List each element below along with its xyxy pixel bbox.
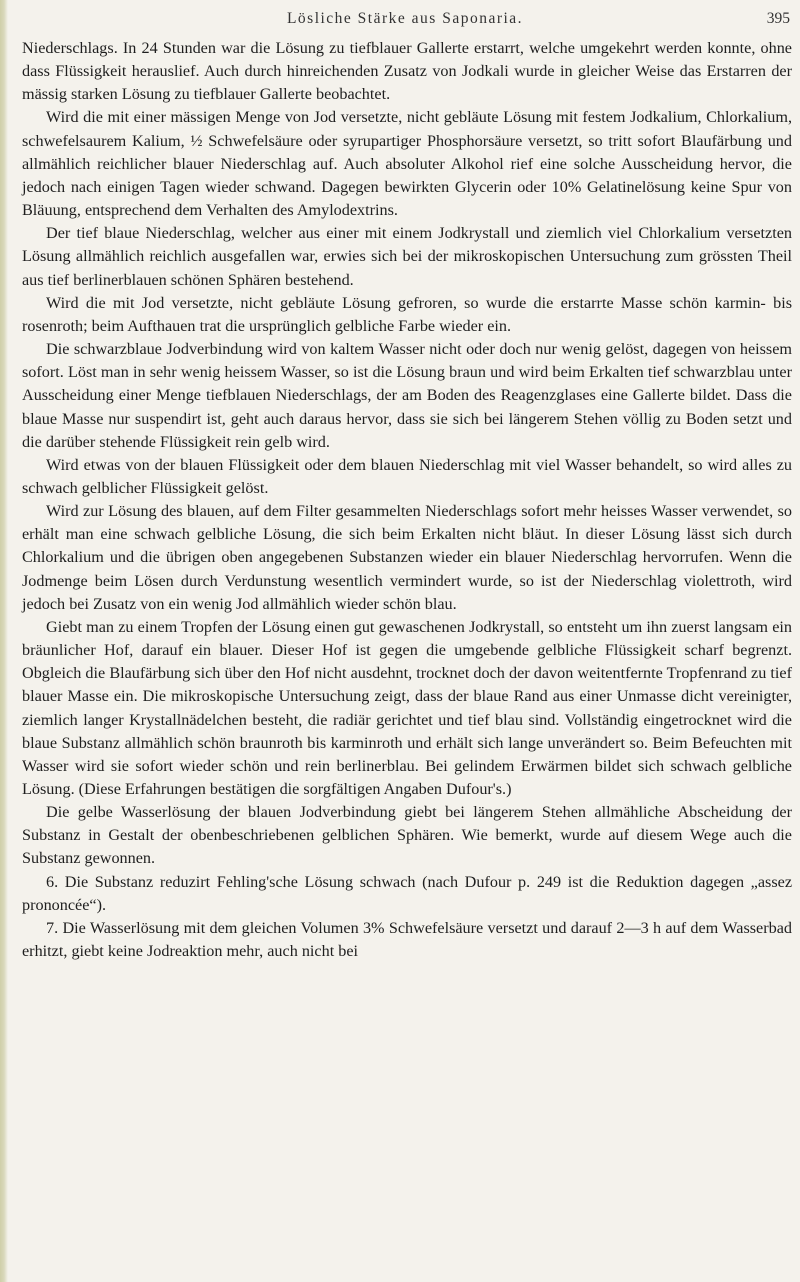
page-header [20, 10, 790, 34]
page-binding-edge [0, 0, 8, 1282]
paragraph-2: Wird die mit einer mässigen Menge von Jod versetzte, nicht gebläute Lösung mit festem Jodkalium, Chlorkalium, schwefelsaurem Kalium, ½ Schwefelsäure oder syrupartiger Phosphorsäure versetzt, so tritt sofort Blaufärbung und allmählich reichlicher blauer Niederschlag auf. Auch absoluter Alkohol rief eine solche Ausscheidung hervor, die jedoch nach einigen Tagen wieder schwand. Dagegen bewirkten Glycerin oder 10% Gelatinelösung keine Spur von Bläuung, entsprechend dem Verhalten des Amylodextrins. [22, 108, 792, 220]
body-text [22, 37, 792, 963]
paragraph-8: Giebt man zu einem Tropfen der Lösung einen gut gewaschenen Jodkrystall, so entsteht um ihn zuerst langsam ein bräunlicher Hof, darauf ein blauer. Dieser Hof ist gegen die umgebende gelbliche Flüssigkeit scharf begrenzt. Obgleich die Blaufärbung sich über den Hof nicht ausdehnt, trocknet doch der davon weitentfernte Tropfenrand zu tief blauer Masse ein. Die mikroskopische Untersuchung zeigt, dass der blaue Rand aus einer Unmasse dicht vereinigter, ziemlich langer Krystallnädelchen besteht, die radiär gerichtet und tief blau sind. Vollständig eingetrocknet wird die blaue Substanz allmählich schön braunroth bis karminroth und erhält sich lange unverändert so. Beim Befeuchten mit Wasser wird sie sofort wieder schön und rein berlinerblau. Bei gelindem Erwärmen bildet sich schwach gelbliche Lösung. (Diese Erfahrungen bestätigen die sorgfältigen Angaben Dufour's.) [22, 617, 792, 798]
paragraph-9: Die gelbe Wasserlösung der blauen Jodverbindung giebt bei längerem Stehen allmähliche Abscheidung der Substanz in Gestalt der obenbeschriebenen gelblichen Sphären. Wie bemerkt, wurde auf diesem Wege auch die Substanz gewonnen. [22, 803, 792, 868]
running-title: Lösliche Stärke aus Saponaria. [286, 10, 524, 27]
paragraph-6: Wird etwas von der blauen Flüssigkeit oder dem blauen Niederschlag mit viel Wasser behandelt, so wird alles zu schwach gelblicher Flüssigkeit gelöst. [22, 455, 792, 497]
page-number: 395 [766, 10, 790, 27]
numbered-item-7: 7. Die Wasserlösung mit dem gleichen Volumen 3% Schwefelsäure versetzt und darauf 2—3 h auf dem Wasserbad erhitzt, giebt keine Jodreaktion mehr, auch nicht bei [22, 918, 792, 961]
paragraph-7: Wird zur Lösung des blauen, auf dem Filter gesammelten Niederschlags sofort mehr heisses Wasser verwendet, so erhält man eine schwach gelbliche Lösung, die sich beim Erkalten nicht bläut. In dieser Lösung lässt sich durch Chlorkalium und die übrigen oben angegebenen Substanzen wieder ein blauer Niederschlag hervorrufen. Wenn die Jodmenge beim Lösen durch Verdunstung wesentlich vermindert wurde, so ist der Niederschlag violettroth, wird jedoch bei Zusatz von ein wenig Jod allmählich wieder schön blau. [22, 502, 792, 613]
numbered-item-6: 6. Die Substanz reduzirt Fehling'sche Lösung schwach (nach Dufour p. 249 ist die Reduktion dagegen „assez prononcée“). [22, 872, 792, 914]
paragraph-5: Die schwarzblaue Jodverbindung wird von kaltem Wasser nicht oder doch nur wenig gelöst, dagegen von heissem sofort. Löst man in sehr wenig heissem Wasser, so ist die Lösung braun und wird beim Erkalten tief schwarzblau unter Ausscheidung einer Menge tiefblauen Niederschlags, der am Boden des Reagenzglases eine Gallerte bildet. Dass die blaue Masse nur suspendirt ist, geht auch daraus hervor, dass sie sich bei längerem Stehen völlig zu Boden setzt und die darüber stehende Flüssigkeit rein gelb wird. [22, 340, 792, 451]
paragraph-4: Wird die mit Jod versetzte, nicht gebläute Lösung gefroren, so wurde die erstarrte Masse schön karmin- bis rosenroth; beim Aufthauen trat die ursprünglich gelbliche Farbe wieder ein. [22, 293, 792, 335]
paragraph-3: Der tief blaue Niederschlag, welcher aus einer mit einem Jodkrystall und ziemlich viel Chlorkalium versetzten Lösung allmählich reichlich ausgefallen war, erwies sich bei der mikroskopischen Untersuchung zum grössten Theil aus tief berlinerblauen schönen Sphären bestehend. [22, 224, 792, 289]
paragraph-1: Niederschlags. In 24 Stunden war die Lösung zu tiefblauer Gallerte erstarrt, welche umgekehrt werden konnte, ohne dass Flüssigkeit herauslief. Auch durch hinreichenden Zusatz von Jodkali wurde in gleicher Weise das Erstarren der mässig starken Lösung zu tiefblauer Gallerte beobachtet. [22, 39, 792, 104]
